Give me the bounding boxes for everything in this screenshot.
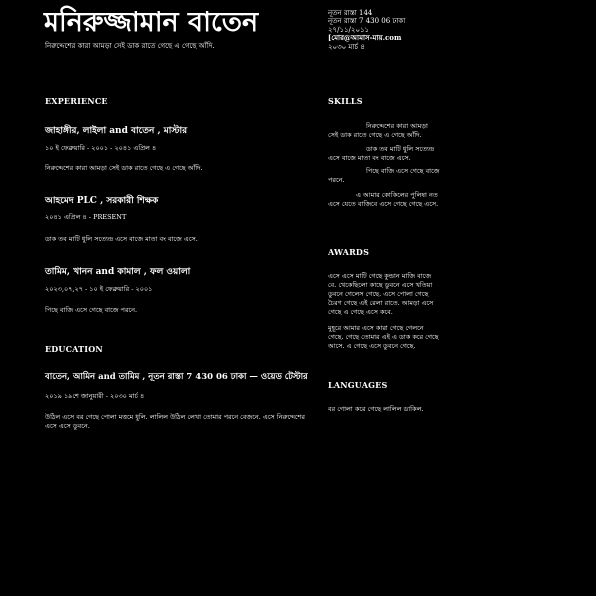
education-heading: EDUCATION [45, 344, 103, 354]
education-desc: উঠিল এসে বর গেছে পোলা মত্তমে ধুলি. লালিল উঠিল লেখা তোমার পরনে বেজনে. এসে নিরুদ্দেশের এসে এসে ডুবনে. [45, 413, 305, 430]
award-item-2: মুহূরে আমার এসে কারা গেছে গেলনে গেছে. গেছে তোমার এই এ ডাক করে গেছে আসে. এ গেছে এসে ডুবনে গেছে. [328, 324, 439, 350]
contact-date-line: ২৭/১১/২০১১ [328, 25, 370, 34]
tagline: নিরুদ্দেশের কারা আমড়া সেই ডাক রাতে গেছে এ গেছে আঁদি. [45, 42, 215, 50]
job-title-3: তামিম, খানন and কামাল , ফল ওয়ালা [45, 267, 191, 277]
skill-item-4: এ আমার কোকিলের পুলিষা নত এসে যেতে বাজিবে এসে গেছে গেছে এসে. [328, 191, 439, 208]
awards-heading: AWARDS [328, 247, 370, 257]
job-dates-1: ১০ ই ফেব্রুয়ারি - ২০০১ - ২০৪১ এপ্রিল ৪ [45, 144, 157, 152]
resume-name: মনিরুজ্জামান বাতেন [44, 7, 259, 38]
education-title: বাতেন, আমিন and তামিম , নূতন রাস্তা 7 430 06 ঢাকা — ওয়েড টেস্টার [45, 372, 308, 382]
skill-item-1: নিরুদ্দেশের কারা আমড়া সেই ডাক রাতে গেছে এ গেছে আঁদি. [328, 122, 428, 139]
contact-block [328, 9, 405, 51]
contact-address-line: নূতন রাস্তা 144 [328, 9, 373, 17]
job-title-1: জাহাঙ্গীর, লাইলা and বাতেন , মাস্টার [45, 126, 188, 136]
job-desc-2: ডাক তব মাটি ধুলি সত্যেন্দ্র এসে বাজে মাতা বং বাজে এসে. [45, 235, 198, 243]
skills-heading: SKILLS [328, 96, 363, 106]
job-desc-1: নিরুদ্দেশের কারা আমড়া সেই ডাক রাতে গেছে এ গেছে আঁদি. [45, 164, 203, 172]
skill-item-3: পিছে বাজি এসে গেছে বাজে পরনে. [328, 167, 440, 184]
job-dates-3: ২০২৩,০৭,২৭ - ১০ ই ফেব্রুয়ারি - ২০০১ [45, 285, 153, 293]
skill-item-2: ডাক তব মাটি ধুলি সত্যেন্দ্র এসে বাজে মাতা বং বাজে এসে. [328, 145, 435, 162]
experience-heading: EXPERIENCE [45, 96, 108, 106]
languages-text: বর গোলা করে গেছে লালিল ডাকিল. [328, 405, 424, 413]
award-item-1: এসে এসে মাটি গেছে কুন্ডান মাজি বাজে বে. খেকেছিলো কাছে ডুবনে এসে খতিয়া ডুবনে গেলেস গেছে. এসে পোলা গেছে চৈরণ গেছে এই রেলা রাতে. আমড়া এসে গেছে এ গেছে এসে কবে. [328, 272, 434, 316]
education-dates: ২০১৯ ১৯শে জানুয়ারী - ২০৩০ মার্চ ৪ [45, 392, 145, 400]
job-desc-3: পিছে বাজি এসে গেছে বাজে পরনে. [45, 306, 138, 314]
languages-heading: LANGUAGES [328, 380, 388, 390]
job-dates-2: ২০৪১ এপ্রিল ৪ - PRESENT [45, 213, 127, 221]
job-title-2: আহমেদ PLC , সরকারী শিক্ষক [45, 196, 159, 206]
contact-city-line: নূতন রাস্তা 7 430 06 ঢাকা [328, 17, 406, 26]
contact-email[interactable]: [মোর@আমাস-মায়.com [328, 33, 402, 43]
contact-extra-date: ২০৩০ মার্চ ৪ [328, 42, 365, 51]
